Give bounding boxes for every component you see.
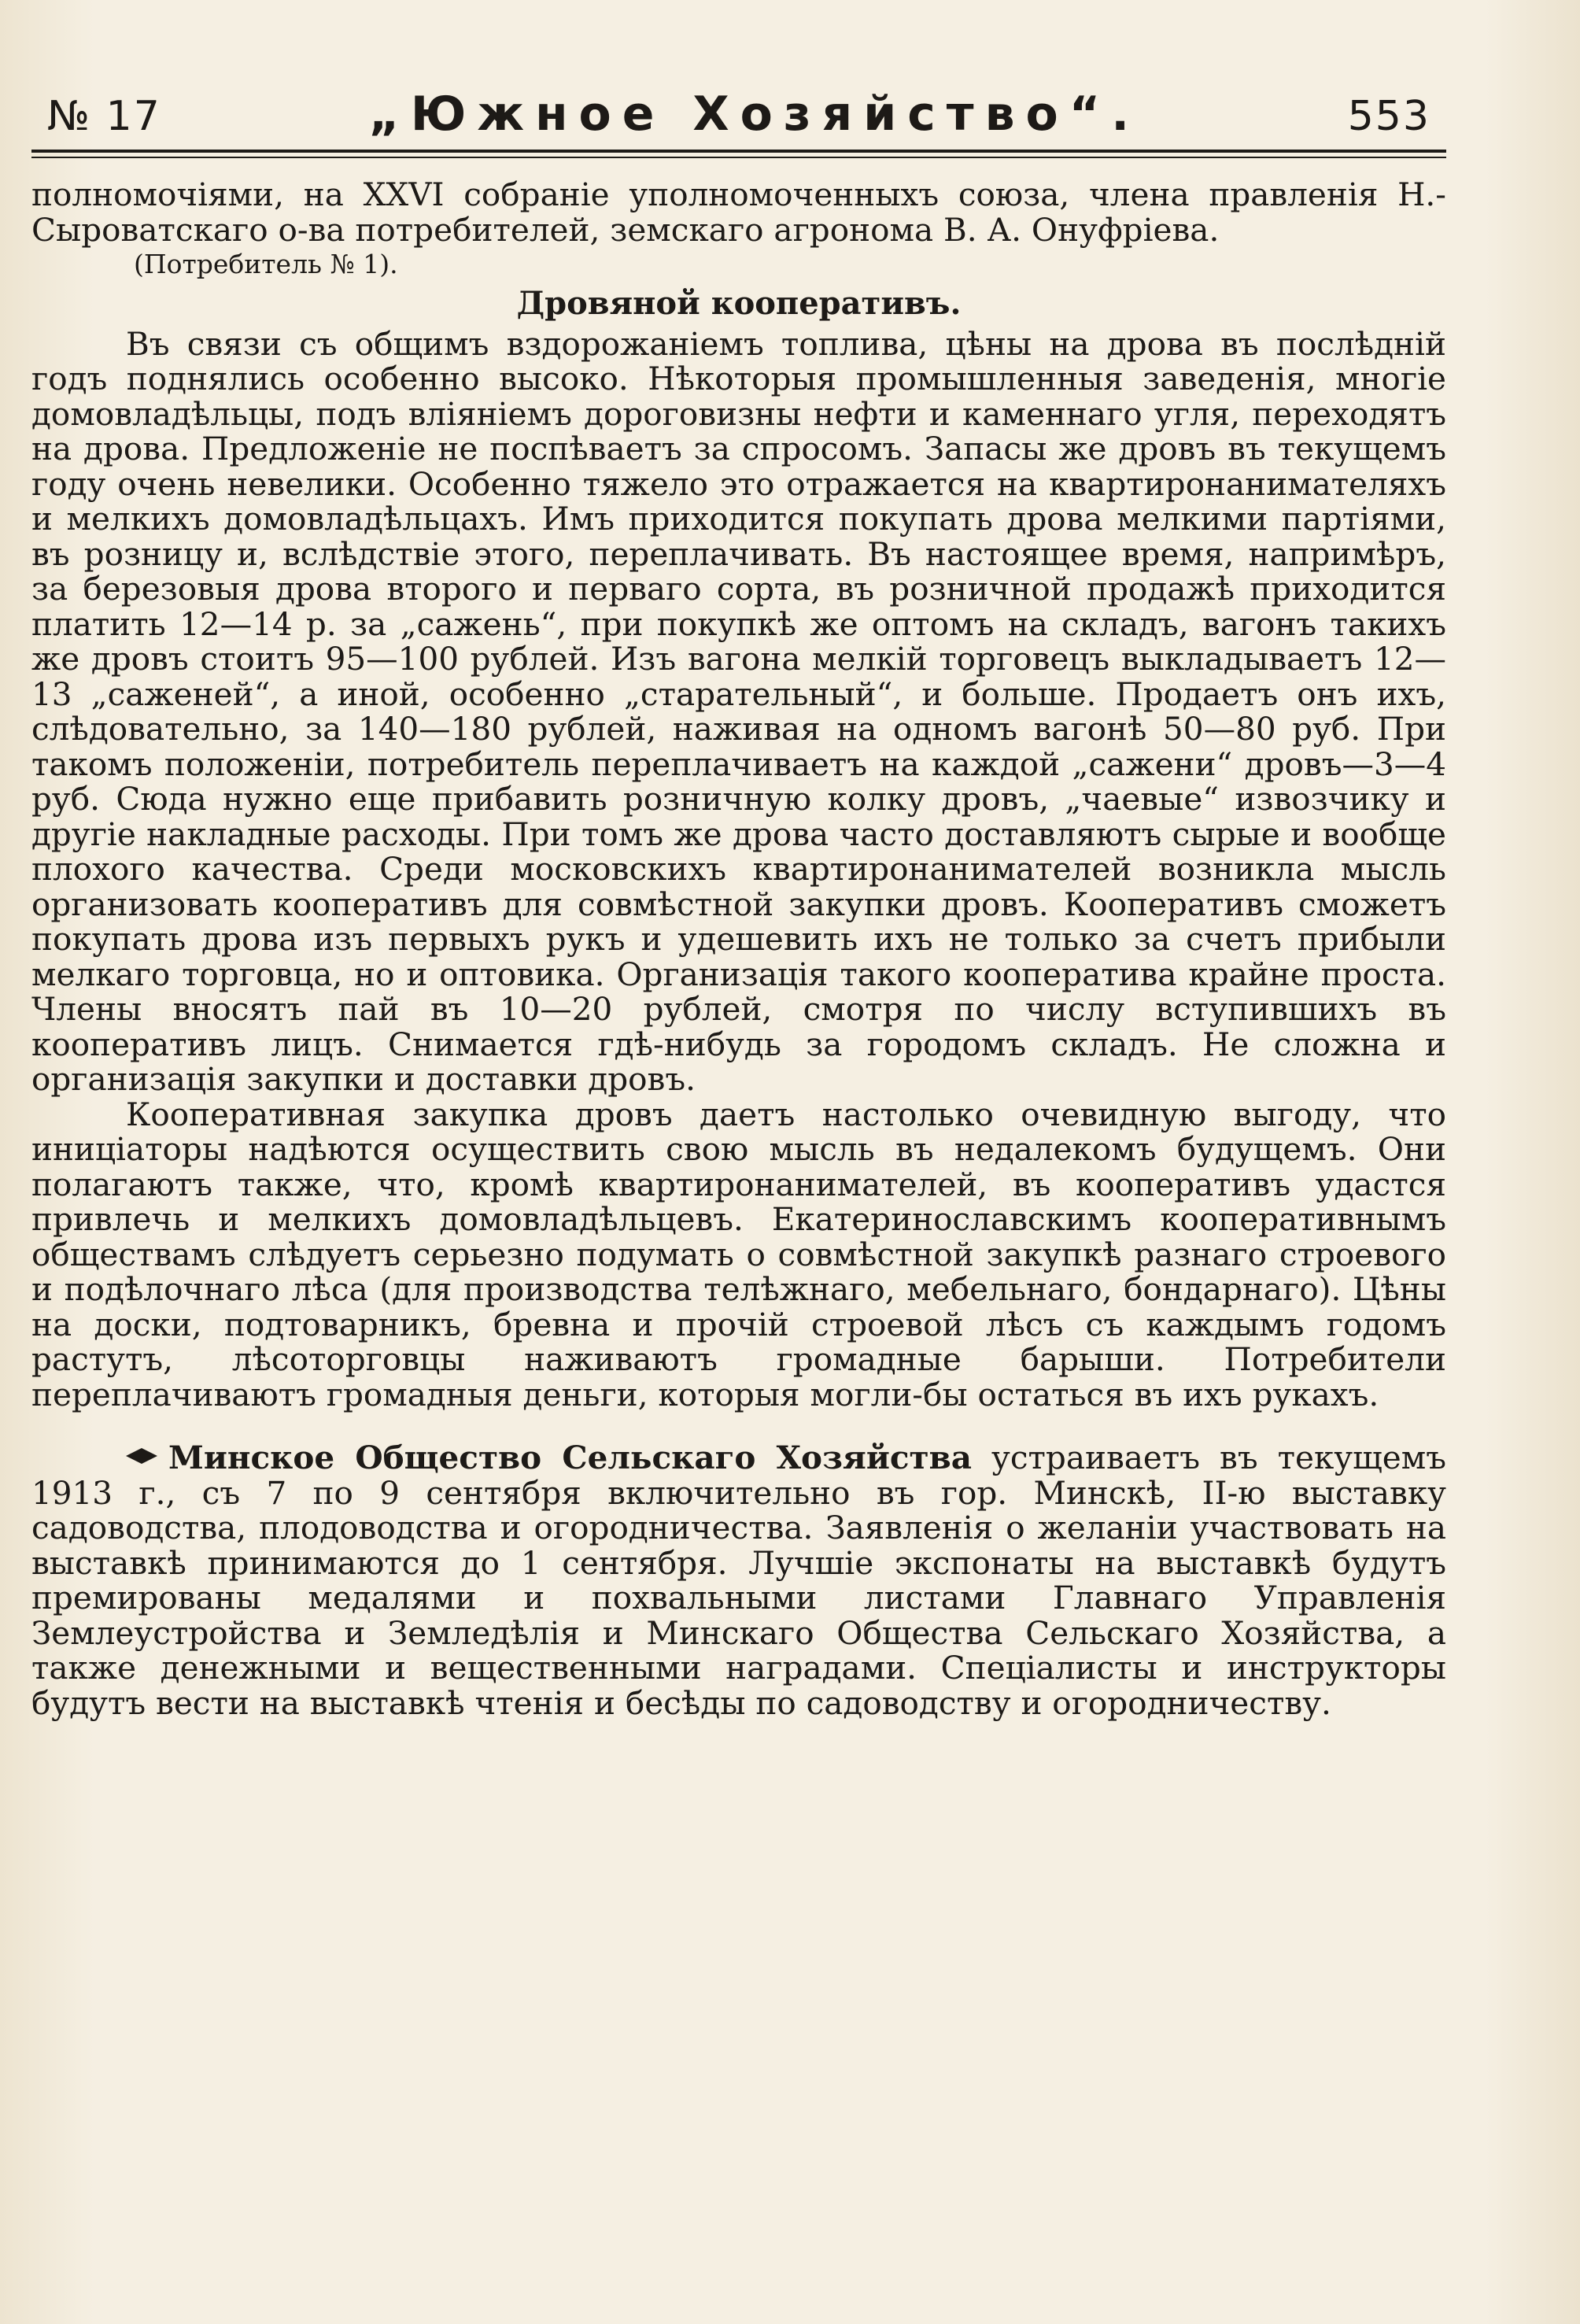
running-header (47, 87, 1430, 142)
source-citation: (Потребитель № 1). (134, 249, 398, 279)
article-paragraph-2: Кооперативная закупка дровъ даетъ настолько очевидную выгоду, что иниціаторы надѣются осуществить свою мысль въ недалекомъ будущемъ. Они полагаютъ также, что, кромѣ квартиронанимателей, въ кооперативъ удастся привлечь и мелкихъ домовладѣльцевъ. Екатеринославскимъ кооперативнымъ обществамъ слѣдуетъ серьезно подумать о совмѣстной закупкѣ разнаго строевого и подѣлочнаго лѣса (для производства телѣжнаго, мебельнаго, бондарнаго). Цѣны на доски, подтоварникъ, бревна и прочій строевой лѣсъ съ каждымъ годомъ растутъ, лѣсоторговцы наживаютъ громадные барыши. Потребители переплачиваютъ громадныя деньги, которыя могли-бы остаться въ ихъ рукахъ. (31, 1095, 1446, 1413)
header-rule (31, 150, 1446, 158)
article-title: Дровяной кооперативъ. (516, 285, 962, 322)
notice-text: устраиваетъ въ текущемъ 1913 г., съ 7 по 9 сентября включительно въ гор. Минскѣ, II-ю выставку садоводства, плодоводства и огородничества. Заявленія о желаніи участвовать на выставкѣ принимаются до 1 сентября. Лучшіе экспонаты на выставкѣ будутъ премированы медалями и похвальными листами Главнаго Управленія Землеустройства и Земледѣлія и Минскаго Общества Сельскаго Хозяйства, а также денежными и вещественными наградами. Спеціалисты и инструкторы будутъ вести на выставкѣ чтенія и бесѣды по садоводству и огородничеству. (31, 1439, 1446, 1722)
article-paragraph-1: Въ связи съ общимъ вздорожаніемъ топлива, цѣны на дрова въ послѣдній годъ поднялись особенно высоко. Нѣкоторыя промышленныя заведенія, многіе домовладѣльцы, подъ вліяніемъ дороговизны нефти и каменнаго угля, переходятъ на дрова. Предложеніе не поспѣваетъ за спросомъ. Запасы же дровъ въ текущемъ году очень невелики. Особенно тяжело это отражается на квартиронанимателяхъ и мелкихъ домовладѣльцахъ. Имъ приходится покупать дрова мелкими партіями, въ розницу и, вслѣдствіе этого, переплачивать. Въ настоящее время, напримѣръ, за березовыя дрова второго и перваго сорта, въ розничной продажѣ приходится платить 12—14 р. за „сажень“, при покупкѣ же оптомъ на складъ, вагонъ такихъ же дровъ стоитъ 95—100 рублей. Изъ вагона мелкій торговецъ выкладываетъ 12—13 „саженей“, а иной, особенно „старательный“, и больше. Продаетъ онъ ихъ, слѣдовательно, за 140—180 рублей, наживая на одномъ вагонѣ 50—80 руб. При такомъ положеніи, потребитель переплачиваетъ на каждой „сажени“ дровъ—3—4 руб. Сюда нужно еще прибавить розничную колку дровъ, „чаевые“ извозчику и другіе накладные расходы. При томъ же дрова часто доставляютъ сырые и вообще плохого качества. Среди московскихъ квартиронанимателей возникла мысль организовать кооперативъ для совмѣстной закупки дровъ. Кооперативъ сможетъ покупать дрова изъ первыхъ рукъ и удешевить ихъ не только за счетъ прибыли мелкаго торговца, но и оптовика. Организація такого кооператива крайне проста. Члены вносятъ пай въ 10—20 рублей, смотря по числу вступившихъ въ кооперативъ лицъ. Снимается гдѣ-нибудь за городомъ складъ. Не сложна и организація закупки и доставки дровъ. (31, 324, 1446, 1098)
diamond-bullet-icon (126, 1448, 157, 1464)
page-number: 553 (1347, 93, 1430, 140)
notice-paragraph (31, 1440, 1446, 1720)
journal-title: „Южное Хозяйство“. (368, 87, 1140, 142)
notice-lead: Минское Общество Сельскаго Хозяйства (168, 1439, 973, 1476)
issue-number: № 17 (47, 93, 161, 140)
page-body (31, 177, 1446, 1720)
section-gap (31, 1412, 1446, 1440)
intro-paragraph: полномочіями, на XXVI собраніе уполномоченныхъ союза, члена правленія Н.-Сыроватскаго о-ва потребителей, земскаго агронома В. А. Онуфріева. (31, 176, 1446, 249)
